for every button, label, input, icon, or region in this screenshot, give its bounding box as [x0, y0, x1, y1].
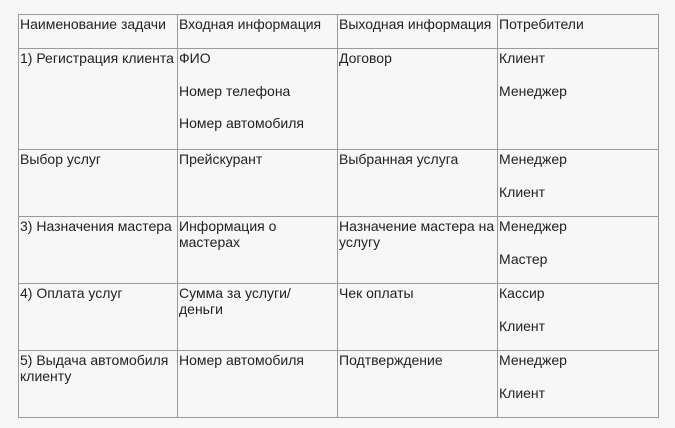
input-cell — [178, 217, 338, 284]
task-cell — [19, 150, 178, 217]
consumer-item: Менеджер — [499, 352, 567, 368]
task-name: 1) Регистрация клиента — [20, 50, 174, 66]
consumer-item: Менеджер — [499, 151, 567, 167]
table-row — [19, 351, 659, 418]
task-cell — [19, 351, 178, 418]
table-row — [19, 284, 659, 351]
consumer-item: Кассир — [499, 285, 545, 301]
header-output-info: Выходная информация — [338, 15, 498, 49]
input-cell — [178, 351, 338, 418]
table-row — [19, 150, 659, 217]
input-item: Номер телефона — [179, 82, 291, 99]
output-cell — [338, 150, 498, 217]
output-value: Чек оплаты — [339, 285, 414, 301]
input-item: Сумма за услуги/ деньги — [179, 285, 291, 317]
consumers-cell — [498, 49, 659, 150]
header-consumers: Потребители — [498, 15, 659, 49]
consumer-item: Мастер — [499, 250, 548, 267]
table-row — [19, 49, 659, 150]
input-item: Информация о мастерах — [179, 218, 277, 250]
tasks-table — [18, 14, 659, 418]
output-value: Назначение мастера на услугу — [339, 218, 495, 250]
input-item: Номер автомобиля — [179, 115, 304, 131]
output-cell — [338, 217, 498, 284]
consumer-item: Менеджер — [499, 218, 567, 234]
consumers-cell — [498, 351, 659, 418]
consumer-item: Менеджер — [499, 82, 567, 99]
consumer-item: Клиент — [499, 183, 546, 200]
task-name: Выбор услуг — [20, 151, 101, 167]
input-item: Прейскурант — [179, 151, 263, 167]
consumer-item: Клиент — [499, 50, 546, 66]
consumers-cell — [498, 150, 659, 217]
consumer-item: Клиент — [499, 384, 546, 401]
output-value: Договор — [339, 50, 392, 66]
output-cell — [338, 49, 498, 150]
task-name: 5) Выдача автомобиля клиенту — [20, 352, 169, 384]
input-cell — [178, 284, 338, 351]
input-cell — [178, 150, 338, 217]
input-item: Номер автомобиля — [179, 352, 304, 368]
output-value: Выбранная услуга — [339, 151, 459, 167]
output-cell — [338, 351, 498, 418]
task-cell — [19, 217, 178, 284]
header-input-info: Входная информация — [178, 15, 338, 49]
consumers-cell — [498, 217, 659, 284]
task-name: 4) Оплата услуг — [20, 285, 123, 301]
output-cell — [338, 284, 498, 351]
task-cell — [19, 49, 178, 150]
output-value: Подтверждение — [339, 352, 443, 368]
header-task-name: Наименование задачи — [19, 15, 178, 49]
consumer-item: Клиент — [499, 317, 546, 334]
consumers-cell — [498, 284, 659, 351]
table-header-row — [19, 15, 659, 49]
task-cell — [19, 284, 178, 351]
table-row — [19, 217, 659, 284]
input-cell — [178, 49, 338, 150]
task-name: 3) Назначения мастера — [20, 218, 172, 234]
input-item: ФИО — [179, 50, 211, 66]
